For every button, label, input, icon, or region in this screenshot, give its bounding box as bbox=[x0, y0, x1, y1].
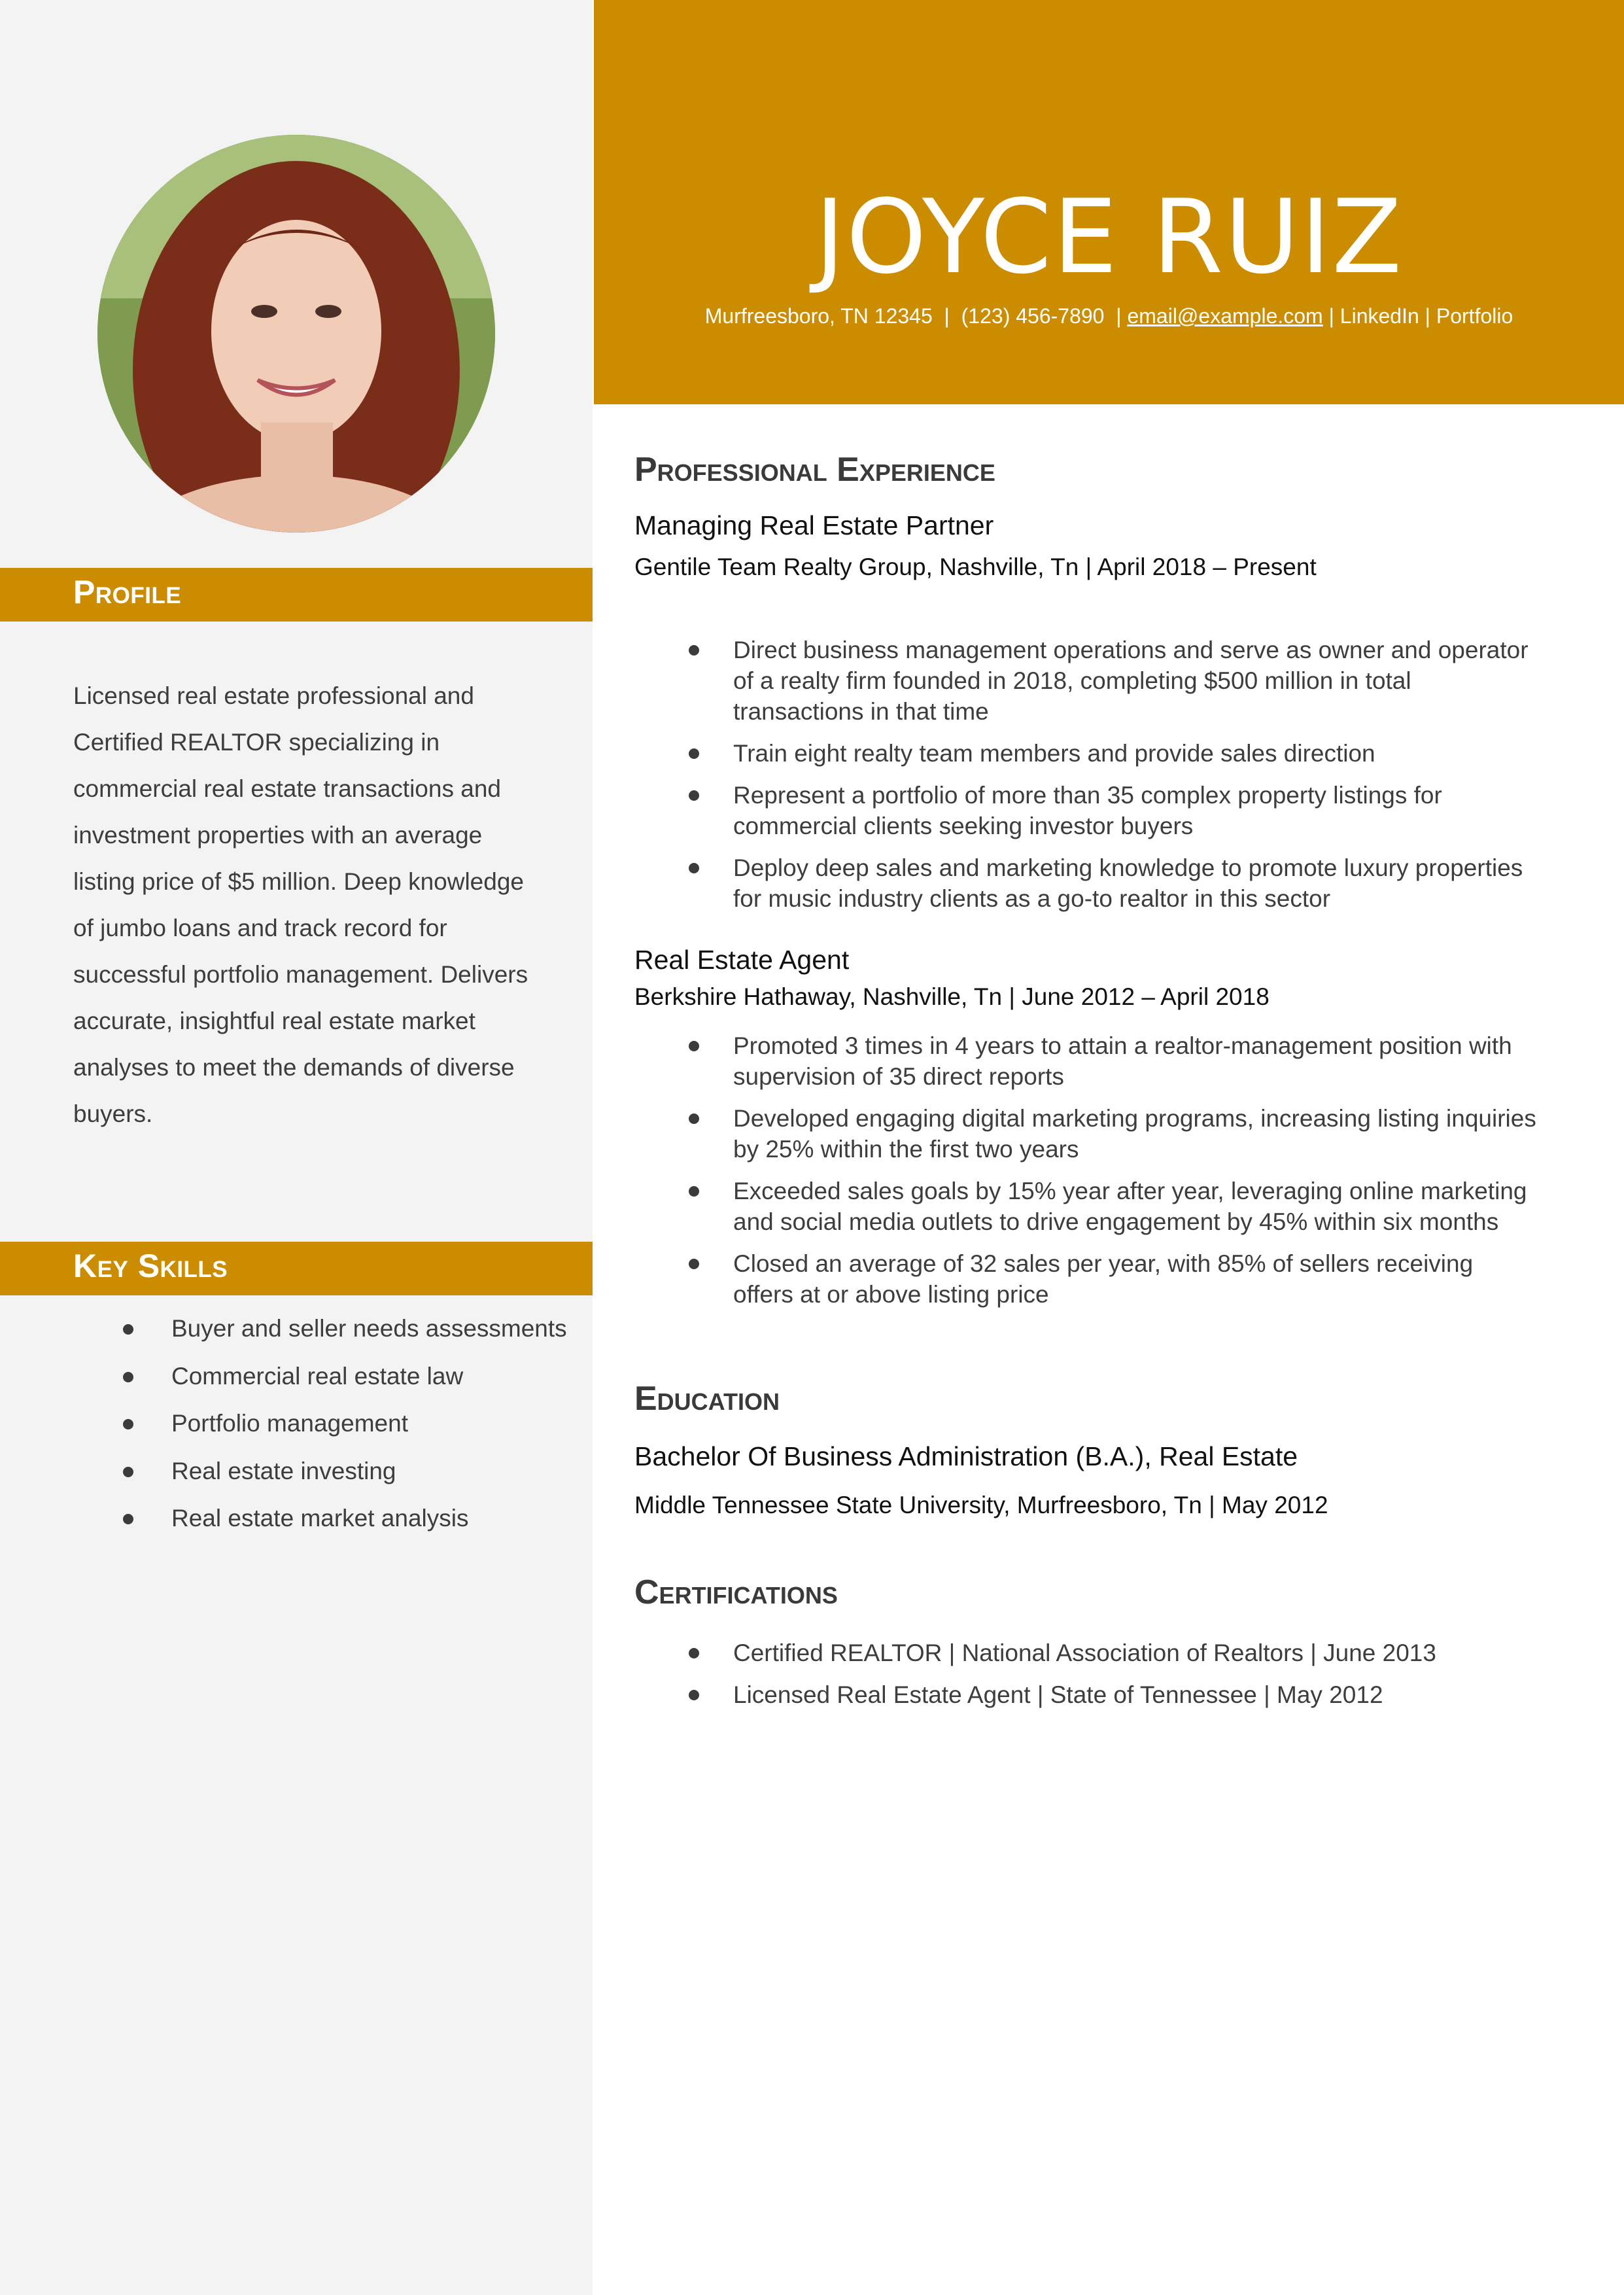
school-dates: Middle Tennessee State University, Murfreesboro, Tn | May 2012 bbox=[634, 1492, 1328, 1518]
contact-location: Murfreesboro, TN 12345 bbox=[704, 304, 933, 328]
certifications-heading: Certifications bbox=[634, 1573, 838, 1611]
contact-portfolio-link[interactable]: Portfolio bbox=[1436, 304, 1513, 328]
job-bullet: Exceeded sales goals by 15% year after year, leveraging online marketing and social media outlets to drive engagement by 45% within six months bbox=[634, 1176, 1537, 1237]
skill-item: Portfolio management bbox=[73, 1400, 590, 1448]
skill-item: Buyer and seller needs assessments bbox=[73, 1305, 590, 1353]
sidebar bbox=[0, 0, 593, 2295]
certifications-list bbox=[634, 1638, 1537, 1721]
profile-heading: Profile bbox=[73, 574, 182, 610]
job-company-dates: Gentile Team Realty Group, Nashville, Tn | April 2018 – Present bbox=[634, 553, 1317, 580]
certification-item: Licensed Real Estate Agent | State of Tennessee | May 2012 bbox=[634, 1679, 1537, 1710]
skill-item: Real estate investing bbox=[73, 1448, 590, 1496]
job-bullet: Deploy deep sales and marketing knowledge to promote luxury properties for music industry clients as a go-to realtor in this sector bbox=[634, 852, 1537, 914]
contact-separator: | bbox=[1328, 304, 1334, 328]
skill-item: Real estate market analysis bbox=[73, 1495, 590, 1543]
job-bullets bbox=[634, 1030, 1537, 1321]
job-bullet: Closed an average of 32 sales per year, with 85% of sellers receiving offers at or above listing price bbox=[634, 1248, 1537, 1310]
contact-linkedin-link[interactable]: LinkedIn bbox=[1339, 304, 1419, 328]
contact-phone: (123) 456-7890 bbox=[961, 304, 1105, 328]
key-skills-heading-band bbox=[0, 1242, 593, 1295]
contact-separator: | bbox=[944, 304, 950, 328]
degree: Bachelor Of Business Administration (B.A.), Real Estate bbox=[634, 1441, 1298, 1471]
job-bullet: Developed engaging digital marketing programs, increasing listing inquiries by 25% within the first two years bbox=[634, 1103, 1537, 1165]
profile-summary: Licensed real estate professional and Certified REALTOR specializing in commercial real estate transactions and investment properties with an average listing price of $5 million. Deep knowledge of jumbo loans and track record for successful portfolio management. Delivers accurate, insightful real estate market analyses to meet the demands of diverse buyers. bbox=[73, 682, 528, 1127]
key-skills-list bbox=[73, 1305, 590, 1543]
contact-line bbox=[594, 304, 1624, 328]
profile-heading-band bbox=[0, 568, 593, 622]
job-bullet: Direct business management operations and serve as owner and operator of a realty firm founded in 2018, completing $500 million in total transactions in that time bbox=[634, 635, 1537, 727]
contact-separator: | bbox=[1425, 304, 1430, 328]
contact-separator: | bbox=[1116, 304, 1122, 328]
contact-email-link[interactable]: email@example.com bbox=[1127, 304, 1323, 328]
certification-item: Certified REALTOR | National Association of Realtors | June 2013 bbox=[634, 1638, 1537, 1668]
job-title: Managing Real Estate Partner bbox=[634, 510, 994, 540]
job-title: Real Estate Agent bbox=[634, 945, 850, 975]
job-company-dates: Berkshire Hathaway, Nashville, Tn | June 2012 – April 2018 bbox=[634, 983, 1270, 1010]
skill-item: Commercial real estate law bbox=[73, 1353, 590, 1401]
profile-photo bbox=[97, 135, 495, 533]
key-skills-heading: Key Skills bbox=[73, 1248, 228, 1284]
job-bullets bbox=[634, 635, 1537, 925]
experience-heading: Professional Experience bbox=[634, 451, 995, 489]
candidate-name: JOYCE RUIZ bbox=[814, 177, 1404, 296]
header-banner bbox=[594, 0, 1624, 404]
profile-photo-illustration bbox=[97, 135, 495, 533]
education-heading: Education bbox=[634, 1380, 780, 1418]
job-bullet: Promoted 3 times in 4 years to attain a realtor-management position with supervision of 35 direct reports bbox=[634, 1030, 1537, 1092]
job-bullet: Represent a portfolio of more than 35 complex property listings for commercial clients seeking investor buyers bbox=[634, 780, 1537, 841]
job-bullet: Train eight realty team members and provide sales direction bbox=[634, 738, 1537, 769]
